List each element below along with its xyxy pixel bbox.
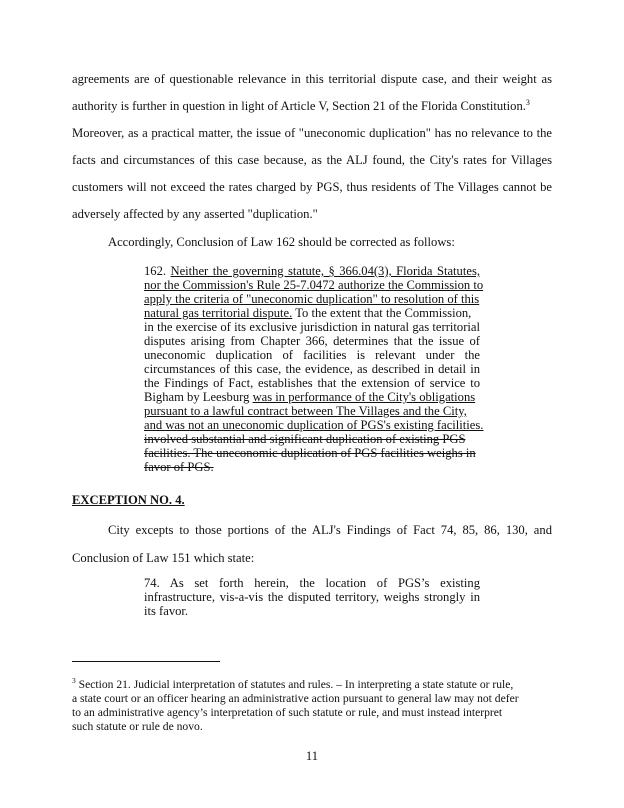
deleted-text: favor of PGS. — [144, 460, 214, 474]
inserted-text: natural gas territorial dispute. — [144, 306, 293, 320]
body-line: customers will not exceed the rates charged by PGS, thus residents of The Villages cannot be — [72, 180, 552, 194]
quote-line: in the exercise of its exclusive jurisdiction in natural gas territorial — [144, 320, 480, 334]
footnote-marker: 3 — [525, 97, 530, 107]
quote-line — [144, 404, 467, 419]
quote-line — [144, 418, 483, 433]
quote-line: 74. As set forth herein, the location of PGS’s existing — [144, 576, 480, 590]
footnote-line — [72, 678, 513, 691]
quote-line — [144, 460, 214, 475]
inserted-text: and was not an uneconomic duplication of PGS's existing facilities. — [144, 418, 484, 432]
quote-line — [144, 306, 471, 321]
quote-line: disputes arising from Chapter 366, determines that the issue of — [144, 334, 480, 348]
footnote-line: to an administrative agency’s interpretation of such statute or rule, and must instead interpret — [72, 706, 503, 719]
quote-line: its favor. — [144, 604, 189, 618]
quote-line: infrastructure, vis-a-vis the disputed territory, weighs strongly in — [144, 590, 480, 604]
footnote-line: such statute or rule de novo. — [72, 720, 203, 733]
body-line: agreements are of questionable relevance in this territorial dispute case, and their weight as — [72, 72, 552, 86]
quote-text: To the extent that the Commission, — [292, 306, 472, 320]
quote-text: Bigham by Leesburg — [144, 390, 253, 404]
quote-line: the Findings of Fact, establishes that the extension of service to — [144, 376, 480, 390]
body-line: Conclusion of Law 151 which state: — [72, 551, 255, 565]
body-line: Accordingly, Conclusion of Law 162 should be corrected as follows: — [108, 235, 455, 249]
quote-line — [144, 278, 483, 293]
body-line: Moreover, as a practical matter, the issue of "uneconomic duplication" has no relevance to the — [72, 126, 552, 140]
quote-text: 162. — [144, 264, 171, 278]
quote-line — [144, 432, 465, 447]
quote-line: circumstances of this case, the evidence, as described in detail in — [144, 362, 480, 376]
inserted-text: Neither the governing statute, § 366.04(3), Florida Statutes, — [170, 264, 480, 278]
deleted-text: involved substantial and significant duplication of existing PGS — [144, 432, 466, 446]
quote-line — [144, 292, 479, 307]
body-line: adversely affected by any asserted "duplication." — [72, 207, 318, 221]
inserted-text: nor the Commission's Rule 25-7.0472 authorize the Commission to — [144, 278, 484, 292]
section-heading: EXCEPTION NO. 4. — [72, 493, 185, 507]
footnote-separator — [72, 661, 220, 662]
page-number: 11 — [305, 749, 319, 763]
quote-line: uneconomic duplication of facilities is relevant under the — [144, 348, 480, 362]
body-line-text: authority is further in question in light of Article V, Section 21 of the Florida Constitution. — [72, 99, 526, 113]
quote-line — [144, 446, 476, 461]
footnote-text: Section 21. Judicial interpretation of statutes and rules. – In interpreting a state statute or rule, — [78, 678, 514, 691]
deleted-text: facilities. The uneconomic duplication of PGS facilities weighs in — [144, 446, 476, 460]
body-line: facts and circumstances of this case because, as the ALJ found, the City's rates for Villages — [72, 153, 552, 167]
quote-line — [144, 264, 480, 279]
footnote-number: 3 — [72, 676, 76, 686]
quote-line — [144, 390, 475, 405]
inserted-text: pursuant to a lawful contract between The Villages and the City, — [144, 404, 467, 418]
body-line — [72, 99, 530, 114]
footnote-line: a state court or an officer hearing an administrative action pursuant to general law may not defer — [72, 692, 519, 705]
body-line: City excepts to those portions of the ALJ's Findings of Fact 74, 85, 86, 130, and — [108, 523, 552, 537]
inserted-text: apply the criteria of "uneconomic duplication" to resolution of this — [144, 292, 480, 306]
inserted-text: was in performance of the City's obligations — [252, 390, 476, 404]
